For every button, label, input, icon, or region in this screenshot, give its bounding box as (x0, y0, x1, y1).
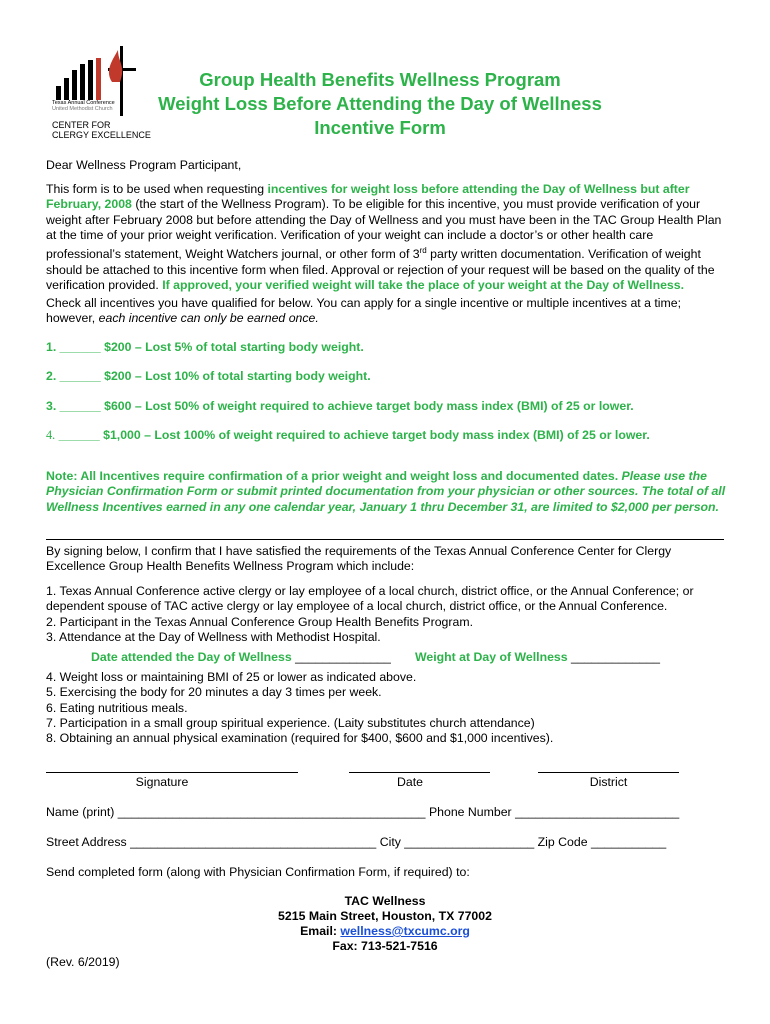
incentive-item-2[interactable] (46, 369, 371, 383)
signature-label: Signature (135, 775, 189, 789)
title-line1: Group Health Benefits Wellness Program (199, 69, 561, 90)
incentive-text: ______ $1,000 – Lost 100% of weight required to achieve target body mass index (BMI) of 25 or lower. (55, 428, 650, 442)
wellness-date-label: Date attended the Day of Wellness (91, 650, 292, 664)
requirement-item: 3. Attendance at the Day of Wellness with Methodist Hospital. (46, 629, 381, 644)
requirement-item: 7. Participation in a small group spiritual experience. (Laity substitutes church attendance) (46, 715, 535, 730)
logo-center-line1: CENTER FOR (52, 120, 111, 130)
intro-text-2: (the start of the Wellness Program). To be eligible for this incentive, you must provide verification of your weight after February 2008 but before attending the Day of Wellness and you must have been in the TAC Group Health Plan at the time of your prior weight verification. Verification of your weight can include a doctor’s or other health care professional’s statement, Weight Watchers journal, or other form of 3 (46, 197, 722, 262)
date-label: Date (397, 775, 423, 789)
email-label: Email: (300, 924, 341, 938)
name-phone-row (46, 805, 679, 819)
name-label: Name (print) (46, 805, 115, 819)
date-line[interactable] (349, 772, 490, 773)
signature-line[interactable] (46, 772, 298, 773)
incentive-text: ______ $200 – Lost 10% of total starting body weight. (56, 369, 371, 383)
intro-text-1: This form is to be used when requesting (46, 182, 268, 196)
logo-org-name (52, 100, 115, 112)
intro-text-3: party written documentation. Verification of weight should be attached to this incentive form when filed. Approval or rejection of your request will be based on the quality of the verification provided. (46, 247, 715, 292)
note-paragraph (46, 469, 726, 515)
address-email-line (0, 924, 770, 939)
requirement-item: 5. Exercising the body for 20 minutes a day 3 times per week. (46, 685, 382, 700)
zip-field[interactable]: ___________ (587, 835, 667, 849)
check-italic: each incentive can only be earned once. (98, 311, 319, 326)
requirements-list-a (46, 584, 726, 645)
title-line3: Incentive Form (314, 117, 446, 138)
incentive-num: 2. (46, 369, 57, 383)
intro-sup: rd (419, 246, 427, 256)
logo-center-name (52, 120, 151, 140)
requirement-item: 6. Eating nutritious meals. (46, 700, 188, 715)
requirements-list-b (46, 670, 726, 746)
intro-highlight-1: incentives for weight loss before attending the Day of Wellness but after February, 2008 (46, 182, 690, 212)
incentive-text: ______ $600 – Lost 50% of weight required to achieve target body mass index (BMI) of 25 or lower. (56, 399, 634, 413)
check-paragraph (46, 296, 726, 327)
requirement-item: 4. Weight loss or maintaining BMI of 25 or lower as indicated above. (46, 670, 417, 684)
email-link[interactable]: wellness@txcumc.org (340, 924, 470, 938)
wellness-weight-label: Weight at Day of Wellness (415, 650, 568, 664)
incentive-num: 3. (46, 399, 57, 413)
incentive-num: 1. (46, 340, 57, 354)
incentive-item-4[interactable] (46, 428, 650, 443)
address-row (46, 835, 666, 849)
note-italic: Please use the Physician Confirmation Form or submit printed documentation from your physician or other sources. The total of all Wellness Incentives earned in any one calendar year, January 1 thru December 31, are limited to $2,000 per person. (46, 469, 726, 514)
zip-label: Zip Code (537, 835, 588, 849)
street-field[interactable]: ____________________________________ (126, 835, 380, 849)
address-street: 5215 Main Street, Houston, TX 77002 (278, 909, 492, 923)
revision-date: (Rev. 6/2019) (46, 955, 120, 969)
mailing-address (0, 894, 770, 954)
logo-bars-icon (56, 58, 101, 100)
title-line2: Weight Loss Before Attending the Day of Wellness (158, 93, 602, 114)
logo-center-line2: CLERGY EXCELLENCE (52, 130, 151, 140)
street-label: Street Address (46, 835, 127, 849)
phone-label: Phone Number (428, 805, 512, 819)
incentive-item-1[interactable] (46, 340, 364, 354)
requirement-item: 1. Texas Annual Conference active clergy or lay employee of a local church, district office, or the Annual Conference; or dependent spouse of TAC active clergy or lay employee of a local church, district office, or the Annual Conference. (46, 584, 694, 614)
send-instructions: Send completed form (along with Physician Confirmation Form, if required) to: (46, 865, 470, 879)
logo-org-line2: United Methodist Church (52, 106, 113, 112)
wellness-date-field[interactable] (91, 650, 391, 664)
wellness-weight-field[interactable] (415, 650, 660, 664)
address-fax: Fax: 713-521-7516 (332, 939, 438, 953)
name-field[interactable]: _____________________________________________ (114, 805, 429, 819)
city-field[interactable]: ___________________ (400, 835, 538, 849)
form-title (140, 68, 620, 140)
intro-paragraph (46, 182, 726, 293)
requirement-item: 8. Obtaining an annual physical examination (required for $400, $600 and $1,000 incentives). (46, 731, 554, 746)
note-text: Note: All Incentives require confirmation of a prior weight and weight loss and documented dates. (46, 469, 622, 483)
requirement-item: 2. Participant in the Texas Annual Conference Group Health Benefits Program. (46, 614, 473, 629)
incentive-text: ______ $200 – Lost 5% of total starting body weight. (56, 340, 364, 354)
incentive-num: 4. (46, 428, 56, 442)
logo-org-line1: Texas Annual Conference (52, 100, 115, 106)
section-divider (46, 539, 724, 540)
wellness-date-blank[interactable]: ______________ (291, 650, 391, 664)
incentive-item-3[interactable] (46, 399, 634, 413)
intro-highlight-2: If approved, your verified weight will take the place of your weight at the Day of Wellness. (162, 277, 685, 292)
city-label: City (379, 835, 401, 849)
wellness-weight-blank[interactable]: _____________ (567, 650, 660, 664)
district-line[interactable] (538, 772, 679, 773)
greeting: Dear Wellness Program Participant, (46, 158, 242, 172)
check-text: Check all incentives you have qualified for below. You can apply for a single incentive or multiple incentives at a time; however, (46, 296, 682, 326)
phone-field[interactable]: ________________________ (511, 805, 680, 819)
address-name: TAC Wellness (344, 894, 426, 908)
district-label: District (589, 775, 628, 789)
confirm-paragraph: By signing below, I confirm that I have satisfied the requirements of the Texas Annual Conference Center for Clergy Excellence Group Health Benefits Wellness Program which include: (46, 544, 672, 574)
